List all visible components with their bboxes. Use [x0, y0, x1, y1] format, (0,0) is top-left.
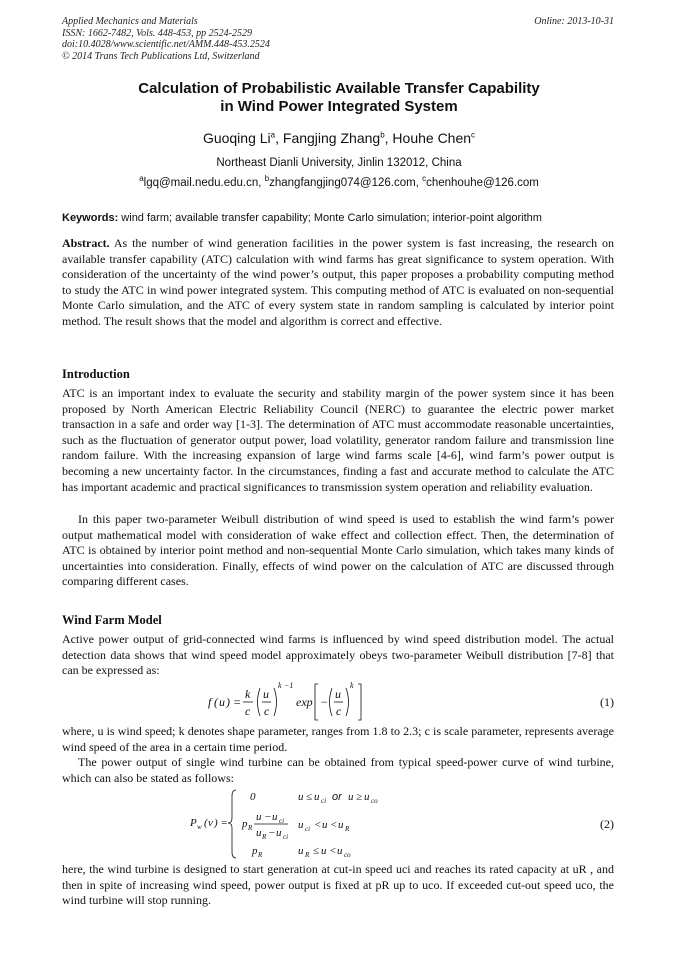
svg-text:k: k — [350, 681, 354, 690]
svg-text:R: R — [305, 851, 310, 859]
svg-text:k: k — [245, 687, 251, 701]
svg-text:co: co — [371, 797, 378, 805]
abstract-label: Abstract. — [62, 236, 110, 250]
svg-text:u: u — [321, 845, 327, 857]
email-link[interactable]: lgq@mail.nedu.edu.cn, — [143, 177, 262, 189]
wind-paragraph-2: where, u is wind speed; k denotes shape parameter, ranges from 1.8 to 2.3; c is scale parameter, represents average wind speed of the area in a certain time period. — [62, 724, 614, 754]
equation-1-number: (1) — [600, 695, 614, 709]
email-mark: a — [139, 174, 144, 184]
section-heading-wind-farm-model: Wind Farm Model — [62, 613, 162, 627]
svg-text:u: u — [335, 687, 341, 701]
keywords-text: wind farm; available transfer capability; Monte Carlo simulation; interior-point algorithm — [118, 212, 542, 224]
author-mark: c — [471, 130, 476, 140]
title-line-2: in Wind Power Integrated System — [220, 98, 458, 115]
author-mark: a — [270, 130, 276, 140]
intro-paragraph-1: ATC is an important index to evaluate the security and stability margin of the power system since it has been proposed by North American Electric Reliability Council (NERC) to guarantee the electric power market transaction in a safe and order way [1-3]. The determination of ATC must accommodate reasonable uncertainties, such as the fluctuation of generator output power, load volatility, generator random failure and transmission line random failure. With the increasing expansion of large wind farms scale [4-6], wind farm’s power output is becoming a new uncertainty factor. In the circumstances, finding a fast and accurate method to calculate the ATC has important academic and practical significances to transmission system operation and reliability evaluation. — [62, 386, 614, 494]
svg-text:<: < — [330, 819, 338, 831]
svg-text:−: − — [320, 695, 329, 709]
wind-paragraph-1: Active power output of grid-connected wind farms is influenced by wind speed distribution model. The actual detection data shows that wind speed model approximately obeys two-parameter Weibull distribution [7-8] that can be expressed as: — [62, 632, 614, 678]
svg-text:R: R — [248, 824, 253, 832]
email-link[interactable]: chenhouhe@126.com — [426, 177, 539, 189]
journal-name: Applied Mechanics and Materials — [62, 16, 198, 27]
abstract-text: As the number of wind generation facilities in the power system is fast increasing, the research on available transfer capability (ATC) calculation with wind farms has great significance to system operation. With consideration of the uncertainty of the wind power’s output, this paper proposes a probability computing method to study the ATC in wind power integrated system. This computing method of ATC is evaluated on non-sequential Monte Carlo simulation, and the ATC of every system state in random sampling is calculated by interior point method. The result shows that the model and algorithm is correct and effective. — [62, 236, 614, 328]
svg-text:v: v — [208, 817, 213, 829]
wind-paragraph-4: here, the wind turbine is designed to start generation at cut-in speed uci and reaches its rated capacity at uR , and then in spite of increasing wind speed, power output is fixed at pR up to uco. If exceeded cut-out speed uco, the wind turbine will stop running. — [62, 862, 614, 908]
copyright: © 2014 Trans Tech Publications Ltd, Switzerland — [62, 50, 260, 62]
svg-text:u: u — [314, 791, 320, 803]
email-mark: b — [264, 174, 270, 184]
svg-text:−1: −1 — [284, 681, 294, 690]
svg-text:u: u — [256, 827, 262, 839]
wind-paragraph-3: The power output of single wind turbine can be obtained from typical speed-power curve of wind turbine, which can also be stated as follows: — [62, 755, 614, 785]
svg-text:u: u — [272, 811, 278, 823]
svg-text:ci: ci — [305, 825, 311, 833]
paper-title — [62, 80, 616, 116]
svg-text:u: u — [348, 791, 354, 803]
svg-text:u: u — [322, 819, 328, 831]
svg-text:R: R — [262, 833, 267, 841]
author-separator: , — [275, 130, 283, 146]
svg-text:c: c — [336, 704, 342, 718]
svg-text:≥: ≥ — [356, 791, 363, 803]
svg-text:) =: ) = — [226, 695, 242, 709]
email-mark: c — [422, 174, 427, 184]
svg-text:u: u — [338, 819, 344, 831]
svg-text:u: u — [298, 819, 304, 831]
author-list — [62, 130, 616, 146]
svg-text:w: w — [197, 823, 202, 831]
issn: ISSN: 1662-7482, Vols. 448-453, pp 2524-2529 — [62, 27, 252, 39]
svg-text:R: R — [258, 851, 263, 859]
author-name: Houhe Chen — [392, 130, 472, 146]
svg-text:u: u — [276, 827, 282, 839]
svg-text:u: u — [364, 791, 370, 803]
equation-1 — [208, 680, 368, 724]
svg-text:<: < — [329, 845, 337, 857]
svg-text:or: or — [332, 791, 342, 803]
svg-text:ci: ci — [283, 833, 289, 841]
intro-paragraph-2: In this paper two-parameter Weibull distribution of wind speed is used to establish the wind farm’s power output mathematical model with consideration of wake effect and collection effect. Then, the determination of ATC is obtained by interior point method and non-sequential Monte Carlo simulation, which takes many kinds of uncertainties into consideration. Finally, effects of wind power on the calculation of ATC are discussed through comparing different cases. — [62, 512, 614, 589]
svg-text:u: u — [219, 695, 225, 709]
keywords-label: Keywords: — [62, 212, 119, 224]
keywords — [62, 212, 618, 224]
svg-text:(: ( — [214, 695, 218, 709]
journal-header — [62, 16, 270, 62]
author-name: Guoqing Li — [202, 130, 271, 146]
svg-text:u: u — [337, 845, 343, 857]
svg-text:c: c — [264, 704, 270, 718]
svg-text:) =: ) = — [214, 817, 228, 829]
svg-text:≤: ≤ — [306, 791, 313, 803]
section-heading-introduction: Introduction — [62, 367, 130, 381]
svg-text:f: f — [208, 695, 212, 709]
svg-text:R: R — [345, 825, 350, 833]
doi: doi:10.4028/www.scientific.net/AMM.448-453.2524 — [62, 39, 270, 50]
svg-text:u: u — [256, 811, 262, 823]
abstract — [62, 236, 614, 330]
svg-text:exp: exp — [296, 695, 313, 709]
author-mark: b — [380, 130, 385, 140]
svg-text:u: u — [298, 791, 304, 803]
svg-text:c: c — [245, 704, 251, 718]
affiliation: Northeast Dianli University, Jinlin 132012, China — [216, 157, 462, 169]
svg-text:<: < — [314, 819, 322, 831]
svg-text:−: − — [268, 827, 276, 839]
svg-text:k: k — [278, 681, 282, 690]
email-link[interactable]: zhangfangjing074@126.com, — [269, 177, 419, 189]
svg-text:u: u — [298, 845, 304, 857]
svg-text:ci: ci — [279, 817, 285, 825]
svg-text:p: p — [242, 818, 248, 830]
svg-text:co: co — [344, 851, 351, 859]
equation-2 — [190, 786, 400, 862]
svg-text:(: ( — [204, 817, 208, 829]
svg-text:ci: ci — [321, 797, 327, 805]
svg-text:−: − — [264, 811, 272, 823]
svg-text:u: u — [263, 687, 269, 701]
online-date: Online: 2013-10-31 — [534, 16, 614, 27]
title-line-1: Calculation of Probabilistic Available Transfer Capability — [138, 80, 540, 97]
author-separator: , — [384, 130, 393, 146]
svg-text:0: 0 — [250, 791, 256, 803]
svg-text:p: p — [252, 845, 258, 857]
equation-2-number: (2) — [600, 817, 614, 831]
email-list — [62, 174, 616, 189]
svg-text:≤: ≤ — [313, 845, 320, 857]
svg-text:P: P — [190, 817, 197, 829]
author-name: Fangjing Zhang — [282, 130, 381, 146]
